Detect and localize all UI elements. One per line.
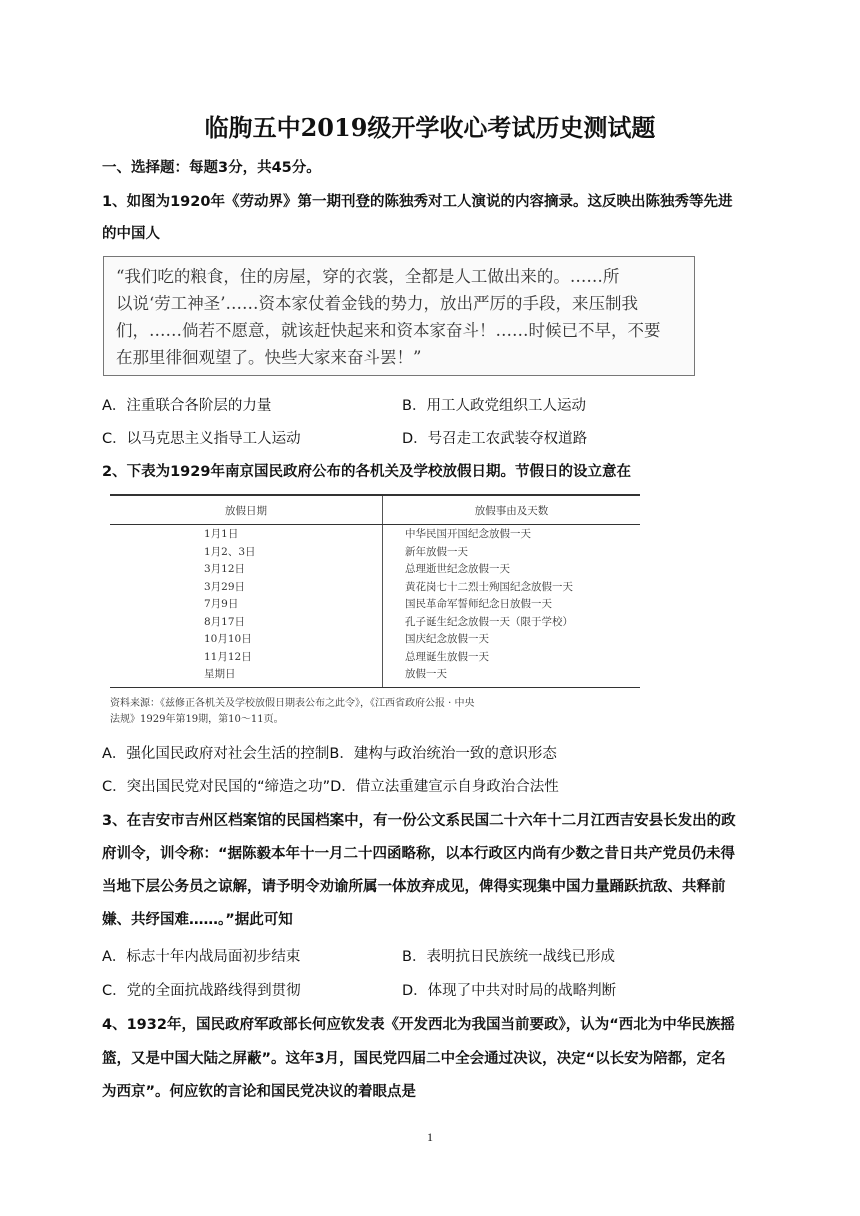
- q4-stem-line: 篮，又是中国大陆之屏蔽”。这年3月，国民党四届二中全会通过决议，决定“以长安为陪都，定名: [102, 1051, 726, 1067]
- table-row: [110, 595, 640, 613]
- table-cell-reason: 放假一天: [383, 665, 641, 687]
- table-cell-reason: 中华民国开国纪念放假一天: [405, 528, 531, 541]
- q1-quote-line: 以说‘劳工神圣’……资本家仗着金钱的势力，放出严厉的手段，来压制我: [116, 294, 638, 313]
- q3-stem-line: 府训令，训令称：“据陈毅本年十一月二十四函略称，以本行政区内尚有少数之昔日共产党员仍未得: [102, 846, 736, 862]
- table-cell-date: 1月2、3日: [110, 543, 383, 561]
- table-row: [110, 630, 640, 648]
- table-cell-reason: 新年放假一天: [405, 545, 468, 558]
- table-cell-date: 3月12日: [110, 560, 383, 578]
- table-row: [110, 543, 640, 561]
- q3-option-c: C．党的全面抗战路线得到贯彻: [102, 983, 301, 999]
- table-cell-date: 3月29日: [110, 578, 383, 596]
- table-cell-reason: 总理逝世纪念放假一天: [405, 563, 510, 576]
- table-header-date: 放假日期: [110, 495, 383, 525]
- q3-stem-line: 当地下层公务员之谅解，请予明令劝谕所属一体放弃成见，俾得实现集中国力量踊跃抗敌、共释前: [102, 879, 726, 895]
- q2-stem: 2、下表为1929年南京国民政府公布的各机关及学校放假日期。节假日的设立意在: [102, 464, 631, 480]
- q1-quote-box: [103, 256, 695, 376]
- table-cell-date: 8月17日: [110, 613, 383, 631]
- q1-quote-line: 在那里徘徊观望了。快些大家来奋斗罢！”: [116, 348, 422, 367]
- table-source-line: 资料来源：《兹修正各机关及学校放假日期表公布之此令》，《江西省政府公报 · 中央: [110, 697, 475, 709]
- q1-option-d: D．号召走工农武装夺权道路: [402, 431, 588, 447]
- table-row: [110, 560, 640, 578]
- table-cell-reason: 总理诞生放假一天: [405, 650, 489, 663]
- table-cell-reason: 国民革命军誓师纪念日放假一天: [405, 598, 552, 611]
- table-cell-date: 7月9日: [110, 595, 383, 613]
- page-number: 1: [427, 1130, 433, 1144]
- q2-options-ab: A．强化国民政府对社会生活的控制B．建构与政治统治一致的意识形态: [102, 746, 557, 762]
- q4-stem-line: 4、1932年，国民政府军政部长何应钦发表《开发西北为我国当前要政》，认为“西北为中华民族摇: [102, 1017, 735, 1033]
- holiday-table-image: [110, 494, 640, 728]
- q3-option-b: B．表明抗日民族统一战线已形成: [402, 949, 615, 965]
- q1-stem-line2: 的中国人: [102, 226, 160, 242]
- q1-option-c: C．以马克思主义指导工人运动: [102, 431, 301, 447]
- table-cell-date: 1月1日: [110, 525, 383, 543]
- q1-stem-line1: 1、如图为1920年《劳动界》第一期刊登的陈独秀对工人演说的内容摘录。这反映出陈独秀等先进: [102, 194, 733, 210]
- table-source-note: [110, 696, 640, 728]
- table-cell-reason: 国庆纪念放假一天: [405, 633, 489, 646]
- page-title: 临朐五中2019级开学收心考试历史测试题: [204, 113, 656, 142]
- table-row: [110, 665, 640, 687]
- q3-option-a: A．标志十年内战局面初步结束: [102, 949, 301, 965]
- q3-stem-line: 嫌、共纾国难……。”据此可知: [102, 912, 293, 928]
- section-heading: 一、选择题：每题3分，共45分。: [102, 160, 321, 176]
- table-header-reason: 放假事由及天数: [383, 495, 641, 525]
- q1-option-b: B．用工人政党组织工人运动: [402, 398, 586, 414]
- table-cell-date: 星期日: [110, 665, 383, 687]
- holiday-table: [110, 494, 640, 688]
- q3-stem-line: 3、在吉安市吉州区档案馆的民国档案中，有一份公文系民国二十六年十二月江西吉安县长发出的政: [102, 813, 736, 829]
- table-row: [110, 648, 640, 666]
- table-row: [110, 613, 640, 631]
- q3-option-d: D．体现了中共对时局的战略判断: [402, 983, 617, 999]
- table-cell-date: 11月12日: [110, 648, 383, 666]
- table-cell-date: 10月10日: [110, 630, 383, 648]
- q2-options-cd: C．突出国民党对民国的“缔造之功”D．借立法重建宣示自身政治合法性: [102, 779, 559, 795]
- q1-option-a: A．注重联合各阶层的力量: [102, 398, 272, 414]
- table-source-line: 法规》1929年第19期，第10～11页。: [110, 713, 284, 725]
- q1-quote-line: 们，……倘若不愿意，就该赶快起来和资本家奋斗！……时候已不早，不要: [116, 321, 661, 340]
- q4-stem-line: 为西京”。何应钦的言论和国民党决议的着眼点是: [102, 1084, 417, 1100]
- table-cell-reason: 孔子诞生纪念放假一天（限于学校）: [405, 615, 573, 628]
- table-row: [110, 578, 640, 596]
- q1-quote-line: “我们吃的粮食，住的房屋，穿的衣裳，全都是人工做出来的。……所: [116, 267, 620, 286]
- table-cell-reason: 黄花岗七十二烈士殉国纪念放假一天: [405, 580, 573, 593]
- table-row: [110, 525, 640, 543]
